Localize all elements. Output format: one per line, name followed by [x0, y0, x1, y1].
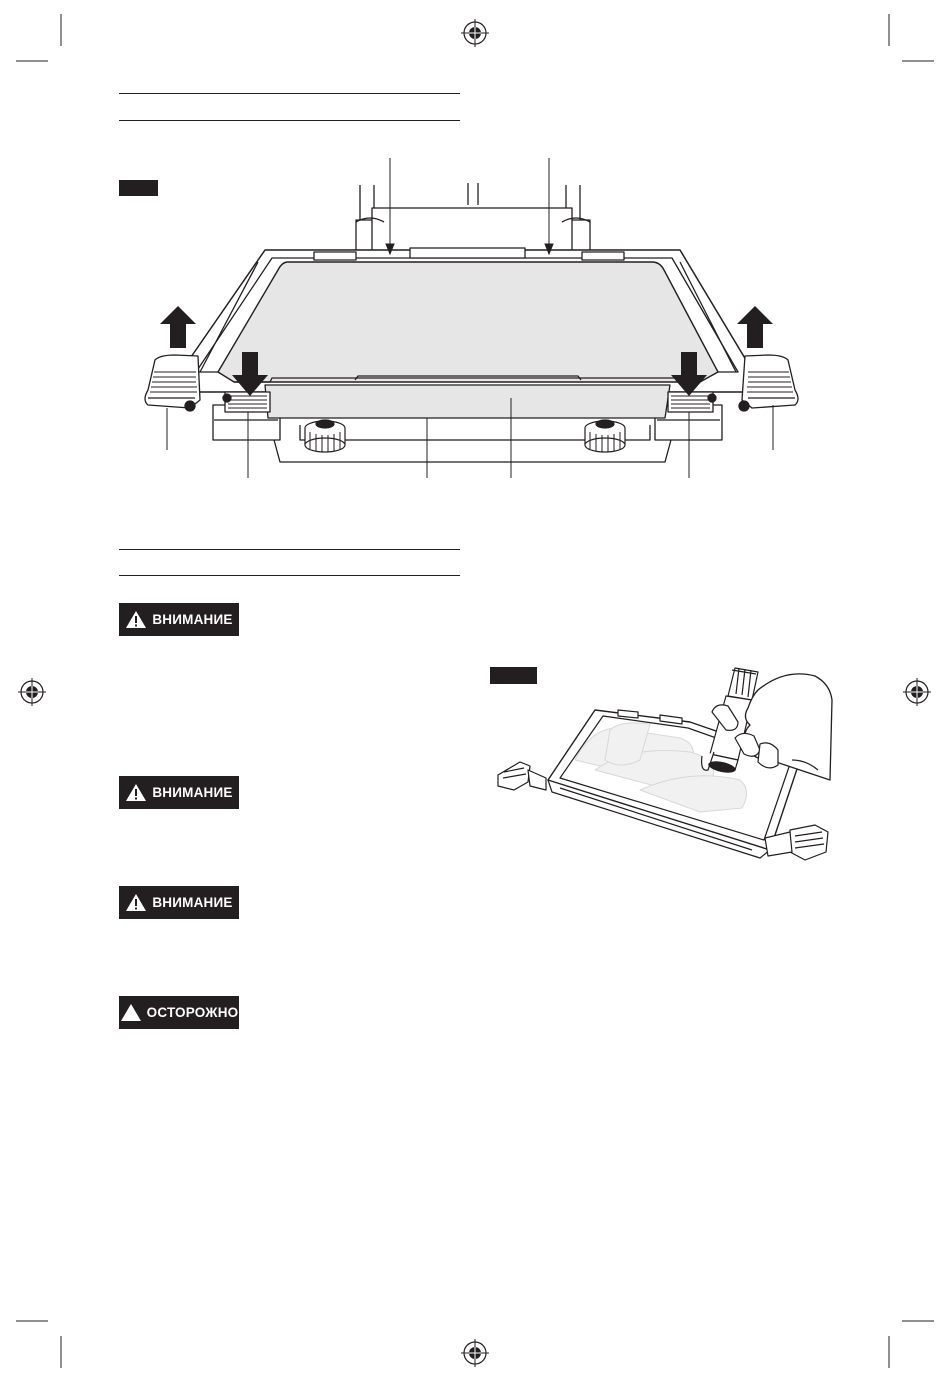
leveling-knob-right: [585, 420, 625, 452]
latch-lever-left: [145, 355, 200, 408]
registration-mark-icon: [461, 1339, 489, 1367]
warning-triangle-icon: [125, 610, 147, 629]
build-plate-illustration: [120, 150, 820, 490]
latch-lever-right: [742, 355, 798, 408]
caution-label: [119, 996, 239, 1029]
registration-mark-icon: [903, 678, 931, 706]
caution-label-text: ОСТОРОЖНО: [146, 1005, 239, 1020]
warning-label-text: ВНИМАНИЕ: [152, 895, 233, 910]
leveling-knob-left: [305, 420, 345, 452]
warning-label-3: [119, 886, 239, 919]
warning-label-text: ВНИМАНИЕ: [152, 612, 233, 627]
section-rule-top-1: [119, 93, 460, 94]
registration-mark-icon: [18, 678, 46, 706]
warning-label-2: [119, 776, 239, 809]
section-rule-bottom-2: [119, 575, 460, 576]
section-rule-bottom-1: [119, 120, 460, 121]
warning-triangle-icon: [125, 893, 147, 912]
warning-triangle-icon: [125, 783, 147, 802]
warning-label-1: [119, 603, 239, 636]
warning-label-text: ВНИМАНИЕ: [152, 785, 233, 800]
section-rule-top-2: [119, 549, 460, 550]
glue-application-illustration: [495, 660, 835, 870]
registration-mark-icon: [461, 19, 489, 47]
caution-triangle-icon: [120, 1003, 142, 1022]
